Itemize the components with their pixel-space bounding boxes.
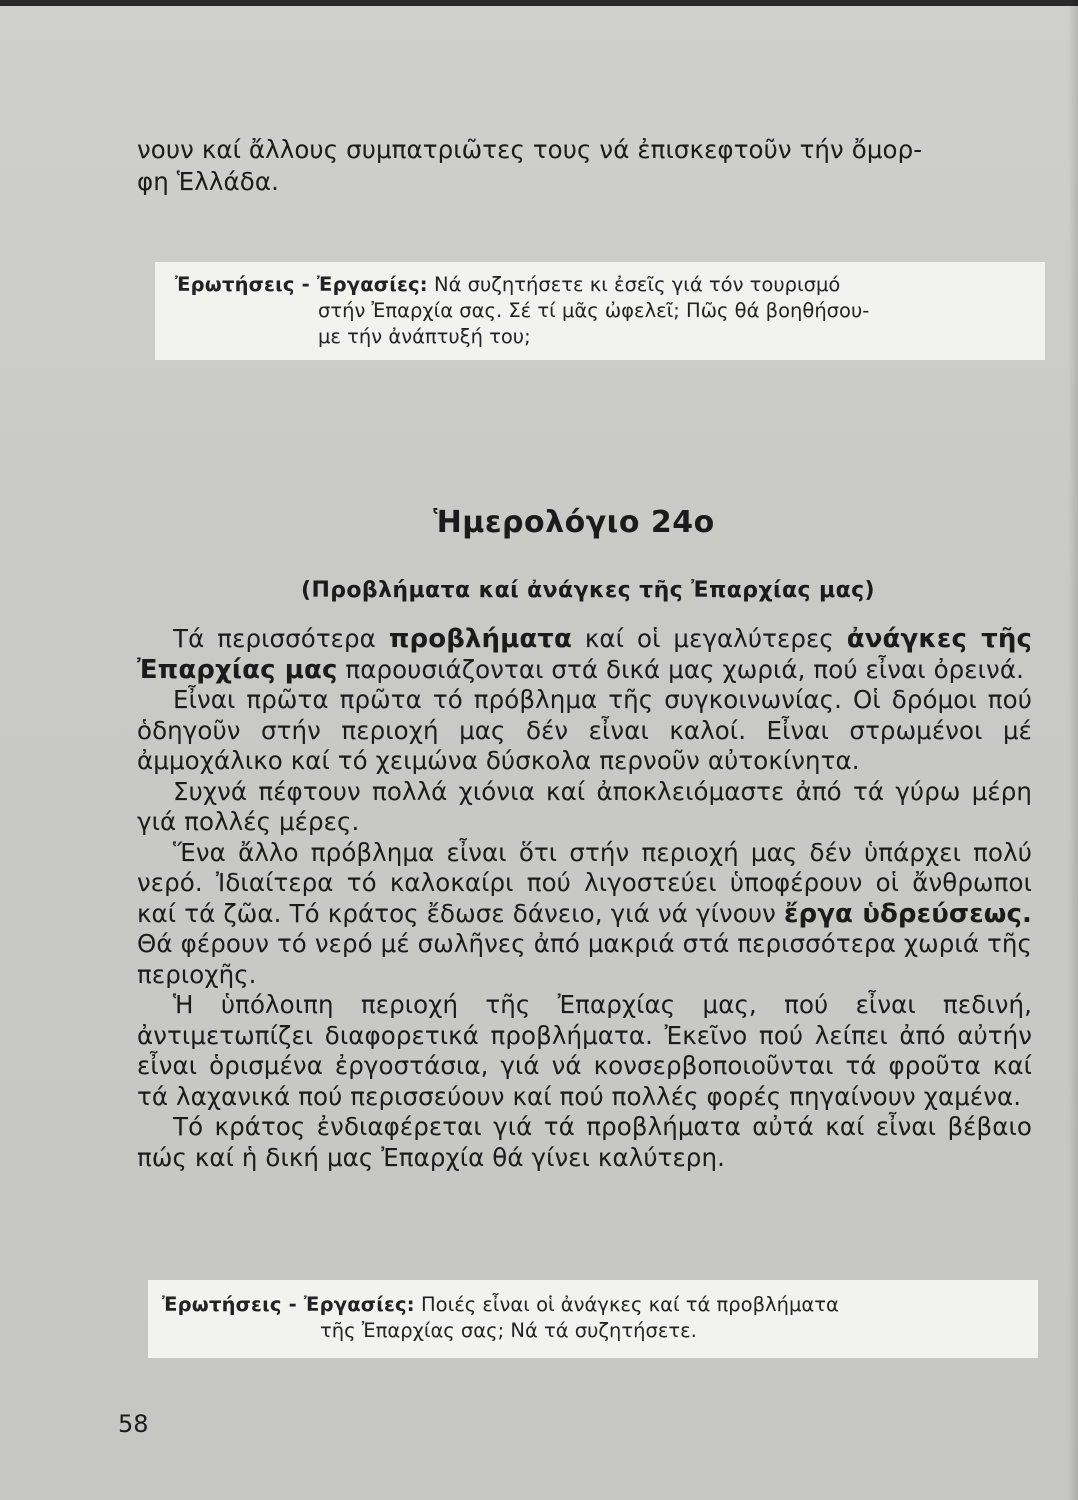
questions-line-1: Νά συζητήσετε κι ἐσεῖς γιά τόν τουρισμό [434,273,841,296]
questions-label: Ἐρωτήσεις - Ἐργασίες: [175,273,428,296]
bold-term-water-works: ἔργα ὑδρεύσεως. [783,898,1032,929]
intro-line-1: νουν καί ἄλλους συμπατριῶτες τους νά ἐπισκεφτοῦν τήν ὄμορ- [137,135,923,164]
questions-box-needs [148,1280,1038,1358]
diary-body [137,624,1032,1173]
questions-label-2: Ἐρωτήσεις - Ἐργασίες: [162,1293,415,1316]
intro-text [137,134,1032,198]
questions-box-tourism [155,262,1045,360]
page-right-shadow [1068,0,1078,1500]
questions-line-2: στήν Ἐπαρχία σας. Σέ τί μᾶς ὠφελεῖ; Πῶς θά βοηθήσου- [318,299,870,322]
page-number: 58 [118,1410,149,1438]
page-top-edge [0,0,1078,6]
questions2-line-1: Ποιές εἶναι οἱ ἀνάγκες καί τά προβλήματα [421,1293,839,1316]
paragraph-4: Ἕνα ἄλλο πρόβλημα εἶναι ὅτι στήν περιοχή μας δέν ὑπάρχει πολύ νερό. Ἰδιαίτερα τό καλοκαίρι πού λιγοστεύει ὑποφέρουν οἱ ἄνθρωποι καί τά ζῶα. Τό κράτος ἔδωσε δάνειο, γιά νά γίνουν ἔργα ὑδρεύσεως. Θά φέρουν τό νερό μέ σωλῆνες ἀπό μακριά στά περισσότερα χωριά τῆς περιοχῆς. [137,837,1032,989]
paragraph-6: Τό κράτος ἐνδιαφέρεται γιά τά προβλήματα αὐτά καί εἶναι βέβαιο πώς καί ἡ δική μας Ἐπαρχία θά γίνει καλύτερη. [137,1112,1032,1172]
bold-term-needs: ἀνάγκες τῆς Ἐπαρχίας μας [137,624,1032,685]
diary-heading: Ἡμερολόγιο 24ο [433,505,715,540]
diary-subheading: (Προβλήματα καί ἀνάγκες τῆς Ἐπαρχίας μας) [301,578,875,603]
paragraph-3: Συχνά πέφτουν πολλά χιόνια καί ἀποκλειόμαστε ἀπό τά γύρω μέρη γιά πολλές μέρες. [137,776,1032,836]
questions-line-3: με τήν ἀνάπτυξή του; [318,325,531,348]
paragraph-5: Ἡ ὑπόλοιπη περιοχή τῆς Ἐπαρχίας μας, πού εἶναι πεδινή, ἀντιμετωπίζει διαφορετικά προβλήματα. Ἐκεῖνο πού λείπει ἀπό αὐτήν εἶναι ὁρισμένα ἐργοστάσια, γιά νά κονσερβοποιοῦνται τά φροῦτα καί τά λαχανικά πού περισσεύουν καί πού πολλές φορές πηγαίνουν χαμένα. [137,990,1032,1111]
paragraph-1: Τά περισσότερα προβλήματα καί οἱ μεγαλύτερες ἀνάγκες τῆς Ἐπαρχίας μας παρουσιάζονται στά δικά μας χωριά, πού εἶναι ὀρεινά. [137,624,1032,685]
paragraph-2: Εἶναι πρῶτα πρῶτα τό πρόβλημα τῆς συγκοινωνίας. Οἱ δρόμοι πού ὁδηγοῦν στήν περιοχή μας δέν εἶναι καλοί. Εἶναι στρωμένοι μέ ἀμμοχάλικο καί τό χειμώνα δύσκολα περνοῦν αὐτοκίνητα. [137,685,1032,775]
questions2-line-2: τῆς Ἐπαρχίας σας; Νά τά συζητήσετε. [320,1319,697,1342]
intro-line-2: φη Ἑλλάδα. [137,167,279,196]
bold-term-problems: προβλήματα [388,624,572,654]
